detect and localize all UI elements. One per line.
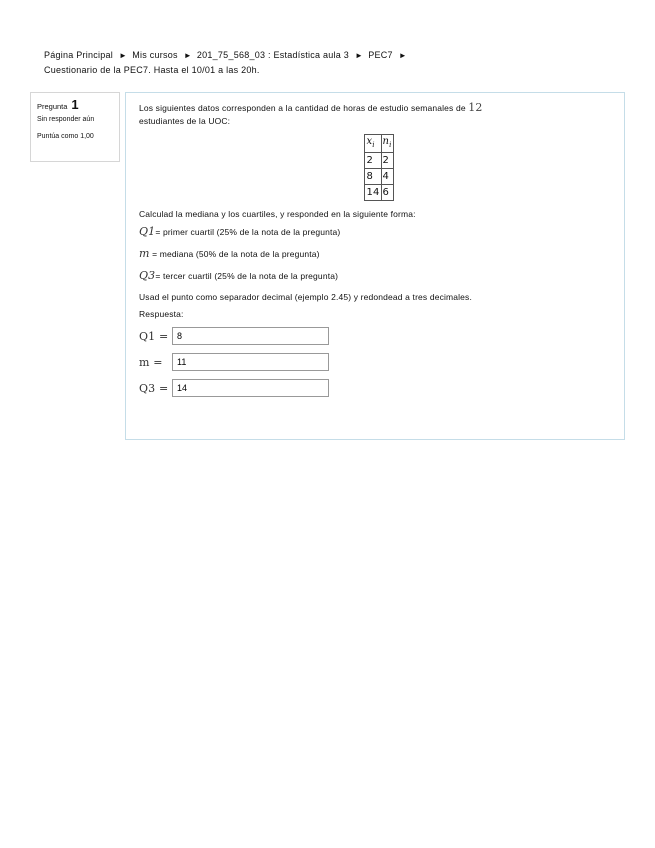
frequency-table [364, 134, 393, 201]
definition-q1 [139, 221, 611, 243]
question-label: Pregunta [37, 102, 68, 111]
table-cell: 14 [365, 185, 381, 201]
breadcrumb-separator-icon: ► [355, 51, 364, 60]
question-number: 1 [71, 97, 79, 112]
definition-m [139, 243, 611, 265]
m-symbol: m [139, 247, 150, 260]
breadcrumb-separator-icon: ► [398, 51, 407, 60]
table-header-xi: $x_i$ [365, 135, 381, 153]
answer-row-m [139, 351, 611, 373]
definition-text: = primer cuartil (25% de la nota de la pregunta) [155, 227, 341, 237]
table-header-ni: $n_i$ [381, 135, 393, 153]
q3-symbol: Q3 [139, 269, 156, 282]
intro-text: Los siguientes datos corresponden a la cantidad de horas de estudio semanales de [139, 103, 466, 113]
answer-label-q1: Q1 = [139, 329, 169, 343]
table-row [365, 153, 393, 169]
table-cell: 2 [365, 153, 381, 169]
decimal-note: Usad el punto como separador decimal (ejemplo 2.45) y redondead a tres decimales. [139, 292, 472, 302]
n-value: 12 [468, 101, 483, 114]
table-cell: 6 [381, 185, 393, 201]
answer-input-q3[interactable] [172, 379, 329, 397]
question-content [125, 92, 625, 440]
answer-label-m: m = [139, 355, 163, 369]
answer-input-m[interactable] [172, 353, 329, 371]
breadcrumb-course-link[interactable]: 201_75_568_03 : Estadística aula 3 [196, 50, 350, 60]
breadcrumb-my-courses-link[interactable]: Mis cursos [132, 50, 178, 60]
breadcrumb-separator-icon: ► [119, 51, 128, 60]
breadcrumb [44, 48, 604, 78]
table-cell: 8 [365, 169, 381, 185]
q1-symbol: Q1 [139, 225, 156, 238]
breadcrumb-pec7-link[interactable]: PEC7 [368, 50, 393, 60]
question-intro [139, 101, 611, 128]
question-info-panel [30, 92, 120, 162]
definition-q3 [139, 265, 611, 287]
table-cell: 2 [381, 153, 393, 169]
table-row [365, 185, 393, 201]
breadcrumb-separator-icon: ► [183, 51, 192, 60]
breadcrumb-quiz-link[interactable]: Cuestionario de la PEC7. Hasta el 10/01 a las 20h. [44, 65, 260, 75]
definition-text: = mediana (50% de la nota de la pregunta) [152, 249, 320, 259]
question-state: Sin responder aún [37, 116, 95, 123]
table-header-row [365, 135, 393, 153]
answer-label-q3: Q3 = [139, 381, 169, 395]
intro-text-2: estudiantes de la UOC: [139, 116, 231, 126]
answer-row-q3 [139, 377, 611, 399]
answer-row-q1 [139, 325, 611, 347]
question-instruction: Calculad la mediana y los cuartiles, y responded en la siguiente forma: [139, 209, 416, 219]
breadcrumb-home-link[interactable]: Página Principal [44, 50, 114, 60]
answer-label: Respuesta: [139, 309, 184, 319]
answer-input-q1[interactable] [172, 327, 329, 345]
table-row [365, 169, 393, 185]
definition-text: = tercer cuartil (25% de la nota de la pregunta) [155, 271, 339, 281]
table-cell: 4 [381, 169, 393, 185]
question-grade: Puntúa como 1,00 [37, 133, 94, 140]
